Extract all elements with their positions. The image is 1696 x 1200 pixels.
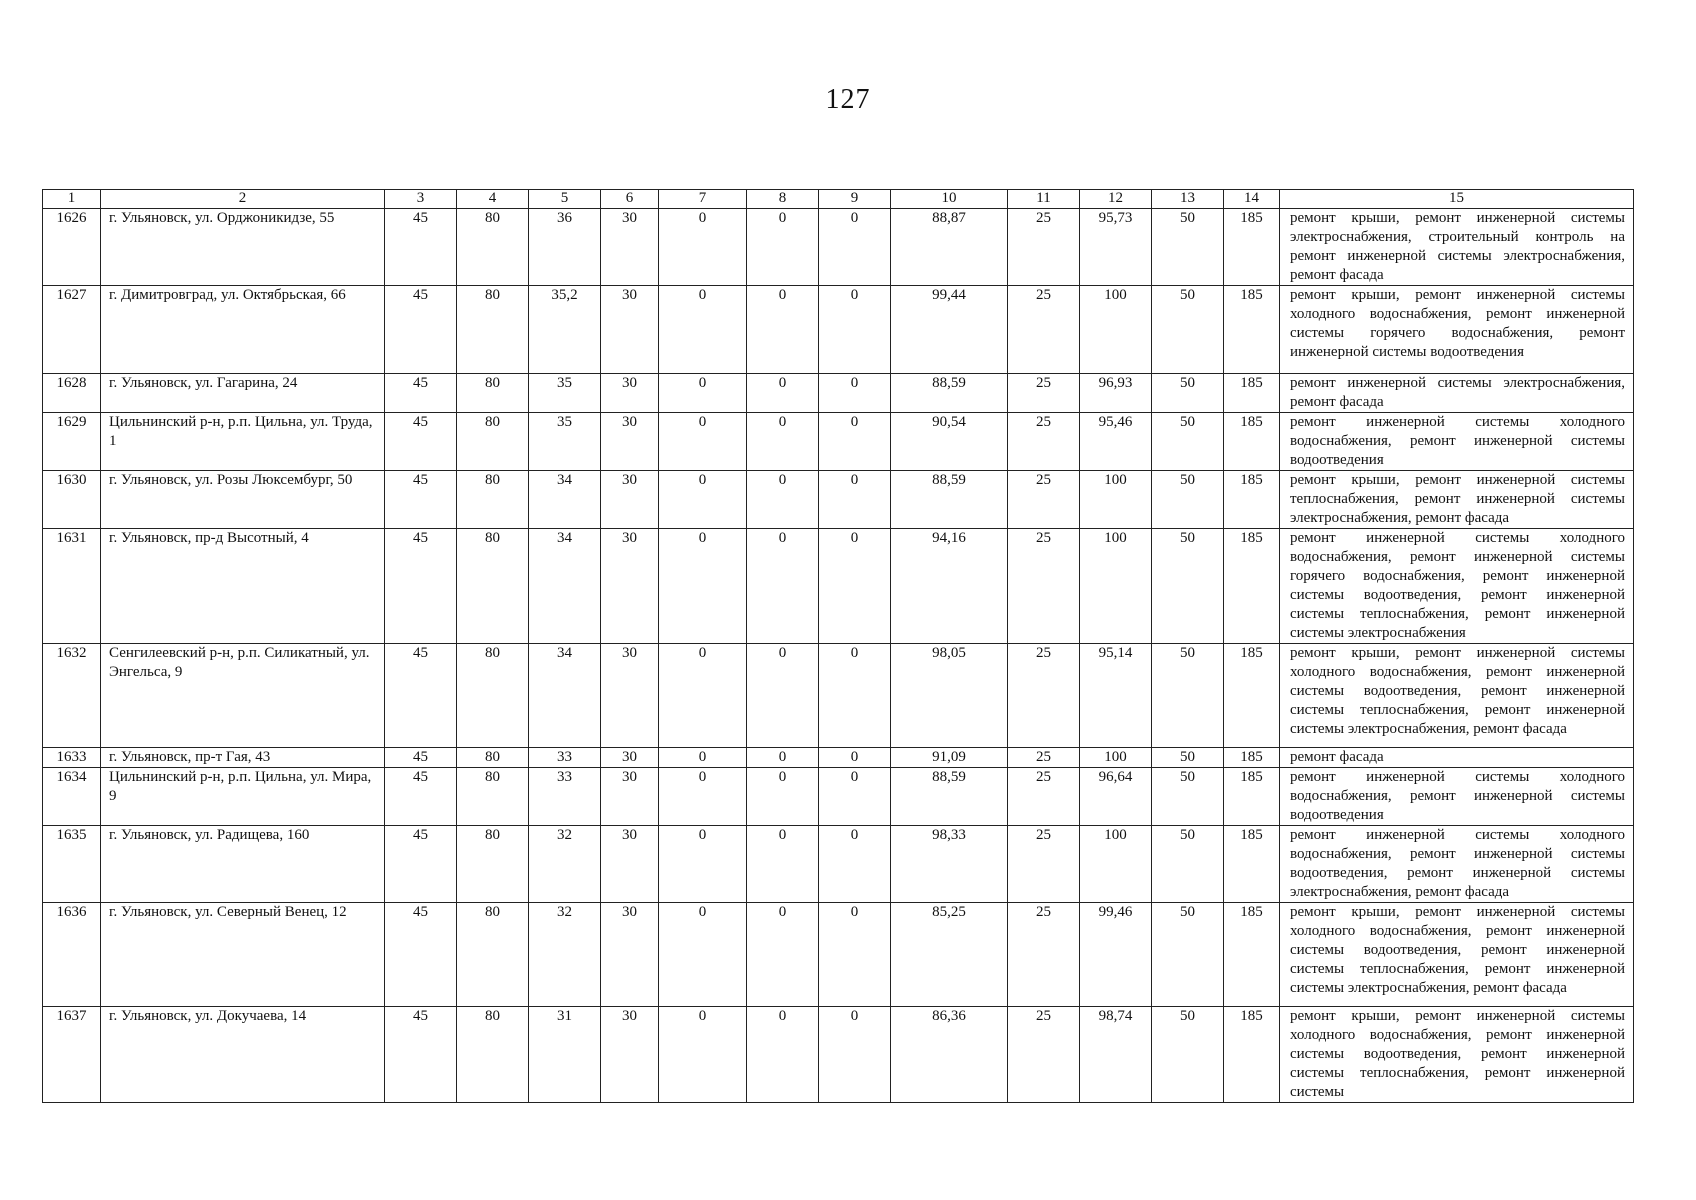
- cell-value: 50: [1152, 768, 1224, 826]
- cell-value: 50: [1152, 1007, 1224, 1103]
- table-row: [43, 413, 1634, 471]
- cell-value: 45: [385, 209, 457, 286]
- cell-value: 0: [747, 286, 819, 374]
- cell-value: 96,93: [1080, 374, 1152, 413]
- cell-value: 185: [1224, 1007, 1280, 1103]
- cell-value: 0: [659, 374, 747, 413]
- cell-value: 30: [601, 286, 659, 374]
- column-number-10: 10: [891, 190, 1008, 209]
- cell-value: 25: [1008, 286, 1080, 374]
- cell-value: 25: [1008, 768, 1080, 826]
- cell-value: 0: [659, 286, 747, 374]
- column-number-row: [43, 190, 1634, 209]
- cell-value: 45: [385, 413, 457, 471]
- column-number-7: 7: [659, 190, 747, 209]
- cell-value: 0: [819, 471, 891, 529]
- cell-value: 91,09: [891, 748, 1008, 768]
- cell-value: 0: [819, 903, 891, 1007]
- cell-value: 25: [1008, 529, 1080, 644]
- cell-row-number: 1636: [43, 903, 101, 1007]
- cell-address: г. Ульяновск, ул. Докучаева, 14: [101, 1007, 385, 1103]
- cell-value: 25: [1008, 374, 1080, 413]
- cell-value: 50: [1152, 748, 1224, 768]
- cell-value: 0: [819, 374, 891, 413]
- cell-value: 50: [1152, 644, 1224, 748]
- cell-value: 0: [747, 529, 819, 644]
- column-number-1: 1: [43, 190, 101, 209]
- cell-value: 0: [819, 1007, 891, 1103]
- cell-value: 95,14: [1080, 644, 1152, 748]
- cell-value: 25: [1008, 644, 1080, 748]
- cell-value: 0: [659, 768, 747, 826]
- cell-value: 50: [1152, 471, 1224, 529]
- cell-value: 45: [385, 644, 457, 748]
- cell-value: 185: [1224, 529, 1280, 644]
- cell-value: 88,59: [891, 471, 1008, 529]
- cell-value: 0: [747, 748, 819, 768]
- cell-row-number: 1632: [43, 644, 101, 748]
- cell-works-description: ремонт крыши, ремонт инженерной системы холодного водоснабжения, ремонт инженерной системы водоотведения, ремонт инженерной системы теплоснабжения, ремонт инженерной системы: [1280, 1007, 1634, 1103]
- cell-value: 100: [1080, 529, 1152, 644]
- cell-works-description: ремонт крыши, ремонт инженерной системы холодного водоснабжения, ремонт инженерной системы горячего водоснабжения, ремонт инженерной системы водоотведения: [1280, 286, 1634, 374]
- cell-value: 25: [1008, 826, 1080, 903]
- cell-value: 25: [1008, 471, 1080, 529]
- cell-value: 0: [747, 768, 819, 826]
- cell-value: 185: [1224, 826, 1280, 903]
- cell-value: 96,64: [1080, 768, 1152, 826]
- table-row: [43, 286, 1634, 374]
- cell-value: 80: [457, 529, 529, 644]
- cell-value: 95,73: [1080, 209, 1152, 286]
- cell-value: 25: [1008, 903, 1080, 1007]
- cell-works-description: ремонт крыши, ремонт инженерной системы холодного водоснабжения, ремонт инженерной системы водоотведения, ремонт инженерной системы теплоснабжения, ремонт инженерной системы электроснабжения, ремонт фасада: [1280, 903, 1634, 1007]
- cell-row-number: 1634: [43, 768, 101, 826]
- column-number-9: 9: [819, 190, 891, 209]
- cell-works-description: ремонт инженерной системы электроснабжения, ремонт фасада: [1280, 374, 1634, 413]
- cell-value: 35,2: [529, 286, 601, 374]
- cell-value: 0: [747, 826, 819, 903]
- cell-value: 86,36: [891, 1007, 1008, 1103]
- cell-value: 45: [385, 748, 457, 768]
- cell-row-number: 1633: [43, 748, 101, 768]
- cell-value: 80: [457, 903, 529, 1007]
- cell-value: 30: [601, 768, 659, 826]
- cell-value: 100: [1080, 748, 1152, 768]
- cell-value: 0: [659, 413, 747, 471]
- cell-value: 34: [529, 644, 601, 748]
- cell-value: 100: [1080, 286, 1152, 374]
- cell-value: 185: [1224, 748, 1280, 768]
- cell-row-number: 1630: [43, 471, 101, 529]
- cell-value: 85,25: [891, 903, 1008, 1007]
- cell-value: 80: [457, 826, 529, 903]
- cell-address: Цильнинский р-н, р.п. Цильна, ул. Мира, 9: [101, 768, 385, 826]
- cell-value: 185: [1224, 903, 1280, 1007]
- cell-value: 0: [659, 903, 747, 1007]
- cell-value: 35: [529, 413, 601, 471]
- cell-address: г. Ульяновск, ул. Розы Люксембург, 50: [101, 471, 385, 529]
- cell-value: 34: [529, 471, 601, 529]
- cell-value: 0: [819, 644, 891, 748]
- cell-value: 0: [747, 644, 819, 748]
- cell-value: 88,87: [891, 209, 1008, 286]
- column-number-4: 4: [457, 190, 529, 209]
- cell-value: 185: [1224, 768, 1280, 826]
- cell-value: 30: [601, 644, 659, 748]
- cell-address: г. Ульяновск, пр-д Высотный, 4: [101, 529, 385, 644]
- cell-value: 31: [529, 1007, 601, 1103]
- cell-works-description: ремонт инженерной системы холодного водоснабжения, ремонт инженерной системы горячего водоснабжения, ремонт инженерной системы водоотведения, ремонт инженерной системы теплоснабжения, ремонт инженерной системы электроснабжения: [1280, 529, 1634, 644]
- cell-address: г. Ульяновск, ул. Северный Венец, 12: [101, 903, 385, 1007]
- cell-row-number: 1628: [43, 374, 101, 413]
- cell-value: 35: [529, 374, 601, 413]
- cell-value: 0: [819, 413, 891, 471]
- cell-address: г. Димитровград, ул. Октябрьская, 66: [101, 286, 385, 374]
- cell-value: 50: [1152, 413, 1224, 471]
- cell-value: 30: [601, 529, 659, 644]
- cell-value: 80: [457, 209, 529, 286]
- cell-value: 80: [457, 768, 529, 826]
- cell-value: 0: [659, 644, 747, 748]
- column-number-11: 11: [1008, 190, 1080, 209]
- cell-value: 185: [1224, 413, 1280, 471]
- cell-value: 0: [659, 209, 747, 286]
- cell-works-description: ремонт крыши, ремонт инженерной системы электроснабжения, строительный контроль на ремонт инженерной системы электроснабжения, ремонт фасада: [1280, 209, 1634, 286]
- cell-value: 33: [529, 748, 601, 768]
- cell-value: 45: [385, 1007, 457, 1103]
- cell-value: 45: [385, 471, 457, 529]
- cell-value: 80: [457, 286, 529, 374]
- cell-value: 50: [1152, 826, 1224, 903]
- cell-value: 98,05: [891, 644, 1008, 748]
- cell-value: 98,74: [1080, 1007, 1152, 1103]
- cell-value: 0: [659, 748, 747, 768]
- cell-value: 0: [659, 826, 747, 903]
- cell-address: Сенгилеевский р-н, р.п. Силикатный, ул. Энгельса, 9: [101, 644, 385, 748]
- cell-value: 30: [601, 826, 659, 903]
- table-body: [43, 190, 1634, 1103]
- page-number: 127: [825, 84, 871, 115]
- column-number-2: 2: [101, 190, 385, 209]
- cell-value: 80: [457, 413, 529, 471]
- cell-value: 185: [1224, 286, 1280, 374]
- cell-value: 185: [1224, 374, 1280, 413]
- cell-value: 32: [529, 826, 601, 903]
- cell-address: г. Ульяновск, ул. Орджоникидзе, 55: [101, 209, 385, 286]
- table-row: [43, 748, 1634, 768]
- table-row: [43, 644, 1634, 748]
- cell-value: 0: [659, 529, 747, 644]
- cell-value: 25: [1008, 748, 1080, 768]
- cell-value: 80: [457, 471, 529, 529]
- cell-value: 50: [1152, 374, 1224, 413]
- cell-value: 0: [819, 768, 891, 826]
- column-number-6: 6: [601, 190, 659, 209]
- cell-value: 45: [385, 374, 457, 413]
- cell-value: 185: [1224, 209, 1280, 286]
- cell-works-description: ремонт фасада: [1280, 748, 1634, 768]
- column-number-3: 3: [385, 190, 457, 209]
- cell-value: 32: [529, 903, 601, 1007]
- cell-value: 30: [601, 903, 659, 1007]
- cell-value: 94,16: [891, 529, 1008, 644]
- column-number-12: 12: [1080, 190, 1152, 209]
- cell-value: 30: [601, 413, 659, 471]
- cell-value: 80: [457, 644, 529, 748]
- table-row: [43, 374, 1634, 413]
- cell-works-description: ремонт инженерной системы холодного водоснабжения, ремонт инженерной системы водоотведения, ремонт инженерной системы электроснабжения, ремонт фасада: [1280, 826, 1634, 903]
- cell-row-number: 1635: [43, 826, 101, 903]
- cell-value: 45: [385, 529, 457, 644]
- cell-row-number: 1627: [43, 286, 101, 374]
- cell-value: 0: [747, 1007, 819, 1103]
- table-row: [43, 209, 1634, 286]
- cell-value: 0: [747, 903, 819, 1007]
- cell-value: 100: [1080, 826, 1152, 903]
- cell-row-number: 1629: [43, 413, 101, 471]
- cell-value: 185: [1224, 471, 1280, 529]
- cell-value: 50: [1152, 209, 1224, 286]
- cell-works-description: ремонт инженерной системы холодного водоснабжения, ремонт инженерной системы водоотведения: [1280, 768, 1634, 826]
- cell-value: 98,33: [891, 826, 1008, 903]
- cell-value: 0: [819, 209, 891, 286]
- column-number-5: 5: [529, 190, 601, 209]
- cell-value: 90,54: [891, 413, 1008, 471]
- cell-value: 0: [747, 413, 819, 471]
- cell-value: 45: [385, 903, 457, 1007]
- table-row: [43, 471, 1634, 529]
- column-number-13: 13: [1152, 190, 1224, 209]
- cell-value: 33: [529, 768, 601, 826]
- table-row: [43, 826, 1634, 903]
- cell-value: 25: [1008, 209, 1080, 286]
- cell-value: 99,44: [891, 286, 1008, 374]
- cell-address: г. Ульяновск, ул. Радищева, 160: [101, 826, 385, 903]
- table-row: [43, 768, 1634, 826]
- cell-address: г. Ульяновск, ул. Гагарина, 24: [101, 374, 385, 413]
- cell-row-number: 1637: [43, 1007, 101, 1103]
- cell-row-number: 1631: [43, 529, 101, 644]
- cell-value: 88,59: [891, 768, 1008, 826]
- table-row: [43, 903, 1634, 1007]
- cell-value: 0: [747, 374, 819, 413]
- cell-value: 30: [601, 471, 659, 529]
- cell-value: 30: [601, 1007, 659, 1103]
- cell-value: 30: [601, 374, 659, 413]
- cell-value: 0: [747, 471, 819, 529]
- cell-value: 95,46: [1080, 413, 1152, 471]
- table-row: [43, 529, 1634, 644]
- cell-value: 0: [659, 1007, 747, 1103]
- cell-value: 36: [529, 209, 601, 286]
- repair-program-table: [42, 189, 1634, 1103]
- cell-value: 45: [385, 826, 457, 903]
- cell-value: 99,46: [1080, 903, 1152, 1007]
- cell-value: 0: [819, 826, 891, 903]
- cell-value: 80: [457, 748, 529, 768]
- column-number-8: 8: [747, 190, 819, 209]
- cell-value: 50: [1152, 286, 1224, 374]
- cell-value: 0: [819, 286, 891, 374]
- cell-value: 0: [819, 748, 891, 768]
- cell-value: 50: [1152, 903, 1224, 1007]
- cell-value: 25: [1008, 1007, 1080, 1103]
- cell-address: г. Ульяновск, пр-т Гая, 43: [101, 748, 385, 768]
- cell-works-description: ремонт крыши, ремонт инженерной системы холодного водоснабжения, ремонт инженерной системы водоотведения, ремонт инженерной системы теплоснабжения, ремонт инженерной системы электроснабжения, ремонт фасада: [1280, 644, 1634, 748]
- cell-value: 45: [385, 768, 457, 826]
- column-number-14: 14: [1224, 190, 1280, 209]
- cell-value: 80: [457, 1007, 529, 1103]
- cell-address: Цильнинский р-н, р.п. Цильна, ул. Труда, 1: [101, 413, 385, 471]
- cell-works-description: ремонт инженерной системы холодного водоснабжения, ремонт инженерной системы водоотведения: [1280, 413, 1634, 471]
- cell-value: 30: [601, 209, 659, 286]
- cell-works-description: ремонт крыши, ремонт инженерной системы теплоснабжения, ремонт инженерной системы электроснабжения, ремонт фасада: [1280, 471, 1634, 529]
- cell-row-number: 1626: [43, 209, 101, 286]
- table-row: [43, 1007, 1634, 1103]
- cell-value: 100: [1080, 471, 1152, 529]
- cell-value: 0: [747, 209, 819, 286]
- column-number-15: 15: [1280, 190, 1634, 209]
- cell-value: 0: [659, 471, 747, 529]
- cell-value: 30: [601, 748, 659, 768]
- cell-value: 34: [529, 529, 601, 644]
- cell-value: 25: [1008, 413, 1080, 471]
- cell-value: 0: [819, 529, 891, 644]
- cell-value: 185: [1224, 644, 1280, 748]
- cell-value: 80: [457, 374, 529, 413]
- cell-value: 88,59: [891, 374, 1008, 413]
- cell-value: 45: [385, 286, 457, 374]
- cell-value: 50: [1152, 529, 1224, 644]
